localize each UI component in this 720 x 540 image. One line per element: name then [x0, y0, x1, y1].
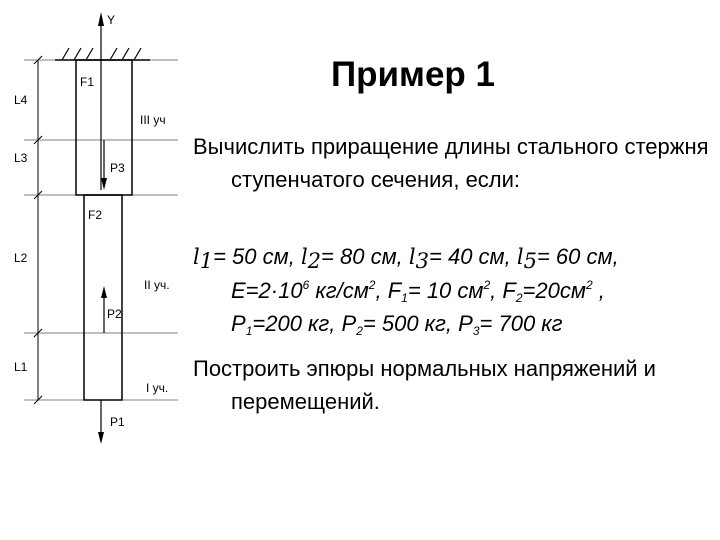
label-L2: L2: [14, 251, 28, 265]
l1-subscript: 1: [199, 249, 214, 273]
F2-subscript: 2: [515, 291, 523, 305]
l3-value: = 40 см,: [429, 244, 517, 269]
l2-subscript: 2: [307, 249, 322, 273]
E-unit-exponent: 2: [368, 278, 376, 292]
label-F2: F2: [88, 208, 103, 222]
l3-symbol: l: [408, 245, 416, 269]
separator: ,: [592, 278, 605, 303]
F2-symbol: F: [502, 278, 516, 303]
P3-subscript: 3: [472, 324, 480, 338]
label-section-I: I уч.: [146, 381, 169, 395]
P1-value: =200 кг,: [252, 311, 342, 336]
separator: ,: [375, 278, 388, 303]
force-P3-arrow: [101, 178, 107, 190]
F1-subscript: 1: [401, 291, 408, 305]
E-exponent: 6: [302, 278, 310, 292]
P2-subscript: 2: [356, 324, 363, 338]
y-axis-label: Y: [107, 13, 116, 27]
task-instruction: Построить эпюры нормальных напряжений и перемещений.: [193, 356, 656, 414]
P2-value: = 500 кг,: [362, 311, 459, 336]
l2-value: = 80 см,: [321, 244, 409, 269]
rod-diagram: [0, 0, 200, 460]
P3-symbol: P: [458, 311, 473, 336]
label-section-III: III уч: [140, 113, 166, 127]
l2-symbol: l: [300, 245, 308, 269]
label-L4: L4: [14, 93, 28, 107]
label-F1: F1: [80, 75, 95, 89]
F1-exponent: 2: [483, 278, 491, 292]
label-P2: P2: [107, 307, 122, 321]
P2-symbol: P: [341, 311, 357, 336]
force-P2-arrow: [101, 286, 107, 298]
l5-subscript: 5: [523, 249, 537, 273]
label-P1: P1: [110, 415, 125, 429]
F1-value: = 10 см: [407, 278, 484, 303]
F2-value: =20см: [522, 278, 586, 303]
y-axis-arrow: [98, 12, 104, 26]
task-statement: Вычислить приращение длины стального стержня ступенчатого сечения, если:: [193, 134, 709, 192]
E-value: E=2·10: [231, 278, 303, 303]
P1-subscript: 1: [245, 324, 253, 338]
separator: ,: [490, 278, 503, 303]
F2-exponent: 2: [585, 278, 593, 292]
given-data: [193, 240, 720, 340]
label-L1: L1: [14, 360, 28, 374]
label-P3: P3: [110, 161, 125, 175]
P3-value: = 700 кг: [479, 311, 563, 336]
label-L3: L3: [14, 151, 28, 165]
P1-symbol: P: [231, 311, 246, 336]
force-P1-arrow: [98, 432, 104, 444]
l1-value: = 50 см,: [213, 244, 301, 269]
slide-title: Пример 1: [331, 55, 495, 94]
label-section-II: II уч.: [144, 278, 170, 292]
F1-symbol: F: [387, 278, 402, 303]
E-unit: кг/см: [309, 278, 369, 303]
l3-subscript: 3: [415, 249, 429, 273]
l1-symbol: l: [193, 245, 200, 269]
l5-symbol: l: [516, 245, 524, 269]
l5-value: = 60 см,: [536, 244, 619, 269]
